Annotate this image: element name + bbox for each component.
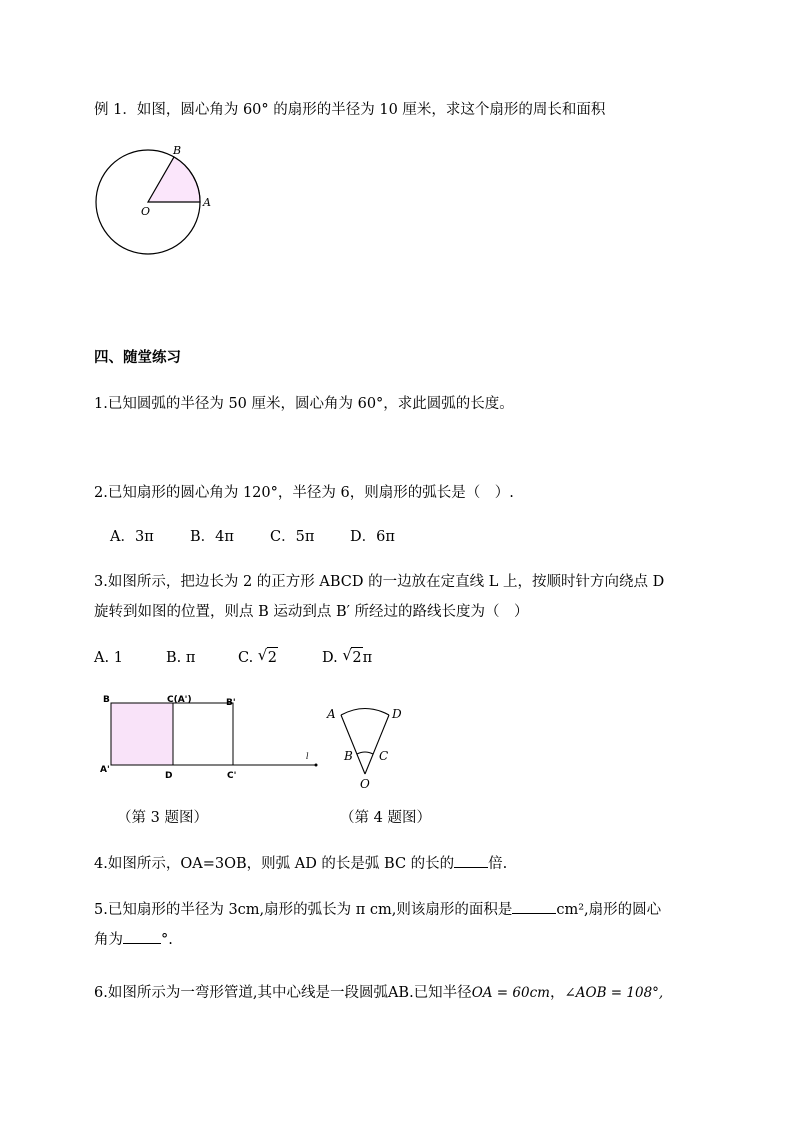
sqrt-symbol: √ 2 [257,646,278,666]
example1-text: 例 1．如图，圆心角为 60° 的扇形的半径为 10 厘米，求这个扇形的周长和面积 [94,102,606,118]
q3-option-c: C. √ 2 [238,646,278,666]
answer-blank [512,899,556,914]
example1-circle-figure [95,145,215,257]
square-rotated [173,703,233,765]
q4-sector-figure [322,698,412,793]
q6-oa-expression: OA = 60cm [471,985,550,1001]
label-Ap: A' [100,765,110,775]
q2-options [110,527,395,547]
q2-text: 2.已知扇形的圆心角为 120°，半径为 6，则扇形的弧长是（ ）. [94,485,514,501]
q6-text: 6.如图所示为一弯形管道,其中心线是一段圆弧AB.已知半径OA = 60cm，∠AOB = 108°, [94,985,664,1001]
label-C: C [379,749,389,763]
label-A: A [327,707,336,721]
label-B: B [344,749,353,763]
outer-arc [341,709,389,716]
sqrt-symbol: √ 2 [342,646,362,666]
q4-text: 4.如图所示，OA=3OB，则弧 AD 的长是弧 BC 的长的 倍. [94,853,507,874]
radius-od [365,715,389,774]
q2-option-d: D．6π [350,529,395,545]
label-l: l [306,752,309,761]
q5-line2: 角为 °. [94,929,173,950]
label-O: O [141,205,151,218]
q3-square-figure [98,692,326,782]
answer-blank [454,853,488,868]
q3-option-a: A. 1 [94,650,123,666]
radius-oa [341,715,365,774]
label-CA: C(A') [167,695,192,705]
q3-line2: 旋转到如图的位置，则点 B 运动到点 B′ 所经过的路线长度为（ ） [94,604,529,620]
label-D: D [165,771,173,781]
q2-option-b: B．4π [190,529,234,545]
q1-text: 1.已知圆弧的半径为 50 厘米，圆心角为 60°，求此圆弧的长度。 [94,396,514,412]
q3-caption: （第 3 题图） [117,810,208,826]
label-A: A [203,196,211,209]
square-abcd [111,703,173,765]
q4-caption: （第 4 题图） [340,810,431,826]
q3-option-b: B. π [166,650,196,666]
q3-options [94,647,372,668]
q3-line1: 3.如图所示，把边长为 2 的正方形 ABCD 的一边放在定直线 L 上，按顺时针方向绕点 D [94,574,665,590]
label-B: B [103,695,110,705]
q2-option-c: C．5π [270,529,315,545]
q5-line1: 5.已知扇形的半径为 3cm,扇形的弧长为 π cm,则该扇形的面积是 cm²,扇形的圆心 [94,899,661,920]
label-D: D [392,707,402,721]
label-O: O [360,777,370,791]
label-Cp: C' [227,771,237,781]
q6-angle-expression: ∠AOB = 108°, [564,985,664,1001]
inner-arc [357,752,373,754]
label-B: B [173,144,182,157]
label-Bp: B' [226,698,236,708]
q2-option-a: A．3π [110,529,154,545]
section-title: 四、随堂练习 [94,350,181,366]
sector [148,157,200,202]
q3-option-d: D. √ 2π [322,646,373,666]
answer-blank [123,929,161,944]
